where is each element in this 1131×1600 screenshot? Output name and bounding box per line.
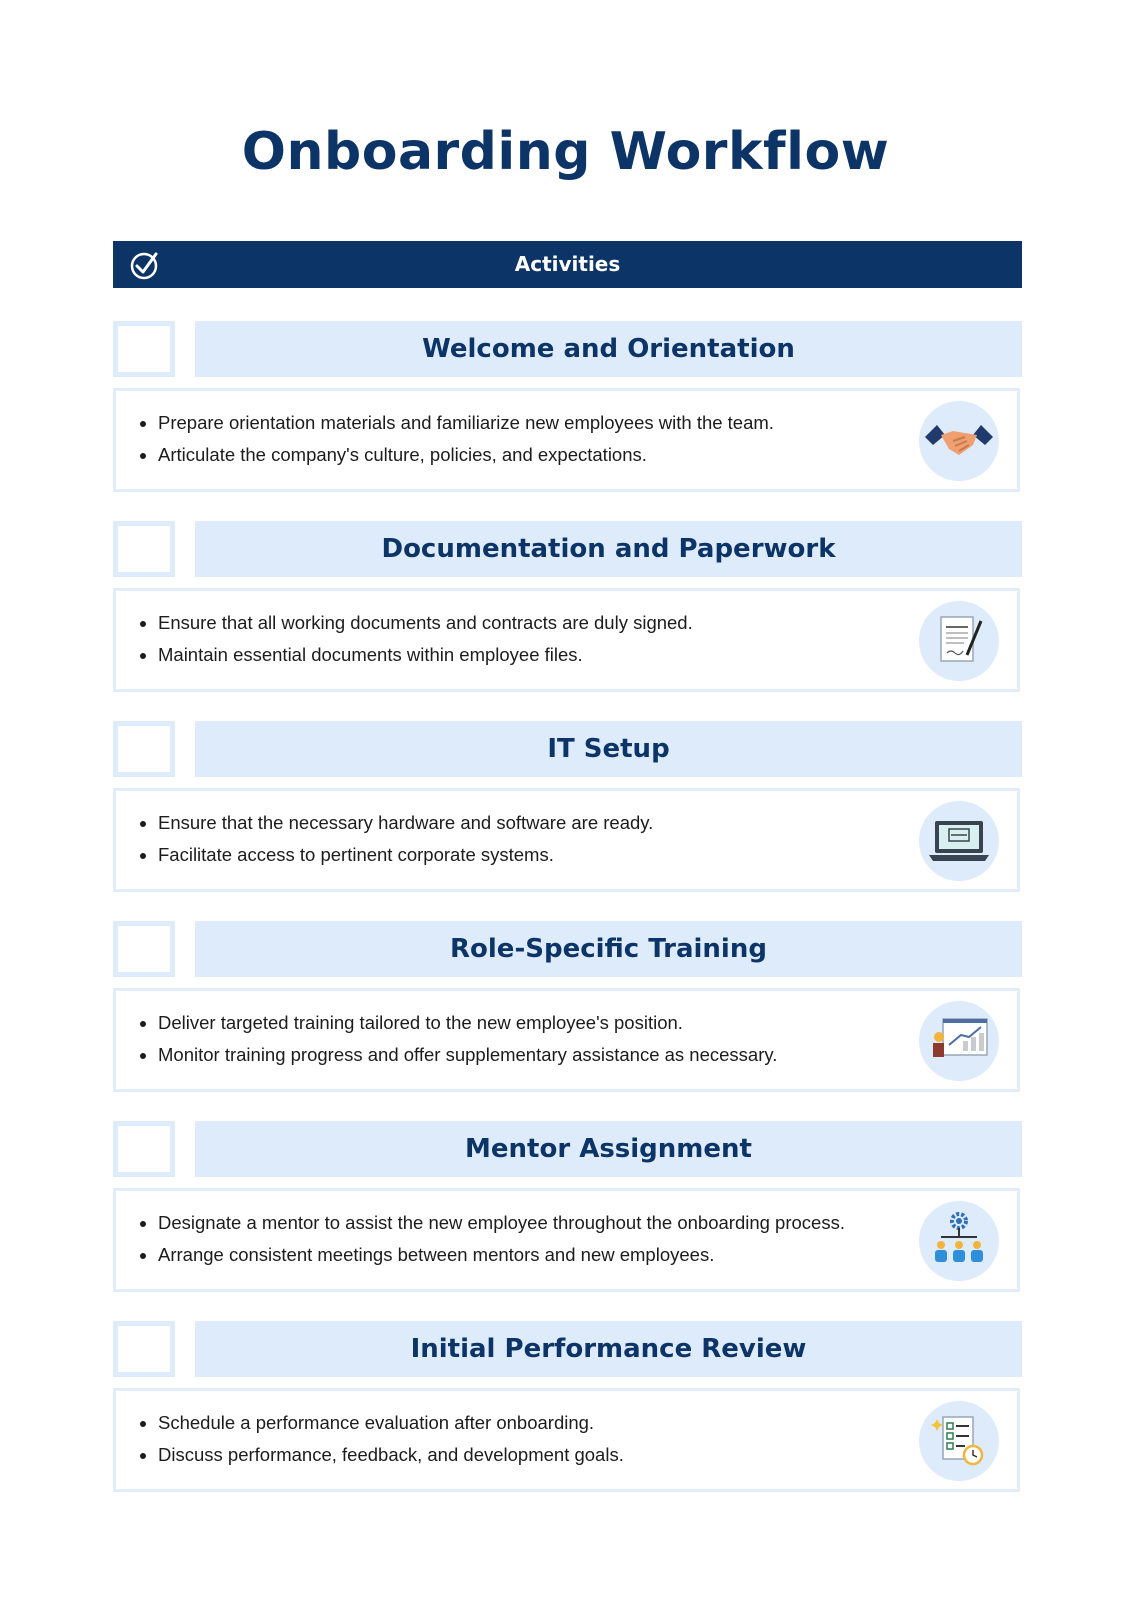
page-title: Onboarding Workflow bbox=[241, 122, 890, 182]
activities-label: Activities bbox=[514, 252, 621, 276]
presentation-icon bbox=[919, 1001, 999, 1081]
laptop-icon bbox=[919, 801, 999, 881]
section-icon bbox=[919, 1401, 999, 1481]
section-heading: Initial Performance Review bbox=[195, 1321, 1022, 1377]
section-checkbox[interactable] bbox=[113, 721, 175, 777]
section-checkbox[interactable] bbox=[113, 921, 175, 977]
section-body bbox=[113, 988, 1020, 1092]
bullet-item: • Prepare orientation materials and familiarize new employees with the team. bbox=[158, 407, 918, 439]
bullet-item: • Monitor training progress and offer supplementary assistance as necessary. bbox=[158, 1039, 918, 1071]
section-heading: Documentation and Paperwork bbox=[195, 521, 1022, 577]
bullet-list bbox=[138, 807, 918, 871]
bullet-item: • Ensure that the necessary hardware and software are ready. bbox=[158, 807, 918, 839]
bullet-list bbox=[138, 1007, 918, 1071]
bullet-item: • Deliver targeted training tailored to the new employee's position. bbox=[158, 1007, 918, 1039]
section-checkbox[interactable] bbox=[113, 1321, 175, 1377]
bullet-list bbox=[138, 407, 918, 471]
section-body bbox=[113, 1388, 1020, 1492]
bullet-item: • Arrange consistent meetings between mentors and new employees. bbox=[158, 1239, 918, 1271]
section-heading: Mentor Assignment bbox=[195, 1121, 1022, 1177]
bullet-item: • Maintain essential documents within employee files. bbox=[158, 639, 918, 671]
bullet-item: • Ensure that all working documents and contracts are duly signed. bbox=[158, 607, 918, 639]
section-checkbox[interactable] bbox=[113, 321, 175, 377]
bullet-item: • Discuss performance, feedback, and development goals. bbox=[158, 1439, 918, 1471]
section-heading: Role-Specific Training bbox=[195, 921, 1022, 977]
section-icon bbox=[919, 1001, 999, 1081]
bullet-list bbox=[138, 1407, 918, 1471]
section-body bbox=[113, 588, 1020, 692]
section-mentor-assignment bbox=[113, 1121, 1022, 1292]
section-body bbox=[113, 788, 1020, 892]
section-checkbox[interactable] bbox=[113, 521, 175, 577]
section-initial-performance-review bbox=[113, 1321, 1022, 1492]
section-body bbox=[113, 1188, 1020, 1292]
checklist-clock-icon bbox=[919, 1401, 999, 1481]
bullet-item: • Designate a mentor to assist the new employee throughout the onboarding process. bbox=[158, 1207, 918, 1239]
handshake-icon bbox=[919, 401, 999, 481]
bullet-item: • Facilitate access to pertinent corporate systems. bbox=[158, 839, 918, 871]
bullet-item: • Schedule a performance evaluation after onboarding. bbox=[158, 1407, 918, 1439]
bullet-item: • Articulate the company's culture, policies, and expectations. bbox=[158, 439, 918, 471]
bullet-list bbox=[138, 607, 918, 671]
contract-icon bbox=[919, 601, 999, 681]
section-heading: IT Setup bbox=[195, 721, 1022, 777]
section-icon bbox=[919, 601, 999, 681]
section-documentation-paperwork bbox=[113, 521, 1022, 692]
section-icon bbox=[919, 1201, 999, 1281]
section-checkbox[interactable] bbox=[113, 1121, 175, 1177]
section-role-specific-training bbox=[113, 921, 1022, 1092]
section-welcome-orientation bbox=[113, 321, 1022, 492]
section-it-setup bbox=[113, 721, 1022, 892]
team-gear-icon bbox=[919, 1201, 999, 1281]
section-icon bbox=[919, 801, 999, 881]
bullet-list bbox=[138, 1207, 918, 1271]
section-icon bbox=[919, 401, 999, 481]
activities-bar bbox=[113, 241, 1022, 288]
section-body bbox=[113, 388, 1020, 492]
section-heading: Welcome and Orientation bbox=[195, 321, 1022, 377]
